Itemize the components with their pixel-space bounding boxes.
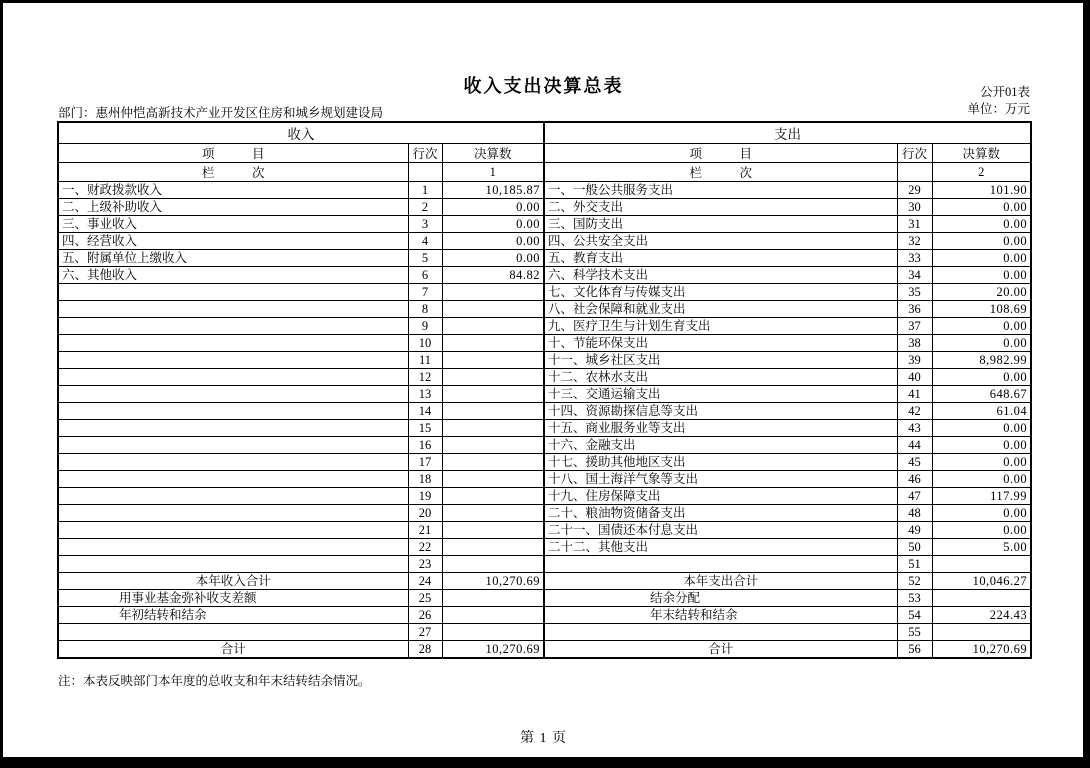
income-rownum-cell: 23 [408,556,442,573]
income-item-cell [58,403,408,420]
table-row [58,284,1031,301]
table-row [58,250,1031,267]
income-item-cell: 年初结转和结余 [58,607,408,624]
expense-rownum-cell: 49 [897,522,932,539]
expense-value-cell: 101.90 [932,182,1031,199]
expense-rownum-cell: 56 [897,641,932,659]
table-row [58,454,1031,471]
table-row [58,624,1031,641]
expense-item-cell: 十七、援助其他地区支出 [544,454,897,471]
income-value-cell: 0.00 [442,216,544,233]
expense-value-cell: 648.67 [932,386,1031,403]
expense-value-cell: 0.00 [932,369,1031,386]
income-rownum-cell: 9 [408,318,442,335]
expense-item-cell: 二十二、其他支出 [544,539,897,556]
table-row [58,386,1031,403]
income-rownum-cell: 22 [408,539,442,556]
expense-rownum-cell: 51 [897,556,932,573]
expense-value-cell: 224.43 [932,607,1031,624]
income-rownum-cell: 5 [408,250,442,267]
income-value-cell: 10,270.69 [442,641,544,659]
income-value-cell [442,471,544,488]
income-value-cell: 0.00 [442,233,544,250]
expense-item-cell: 十六、金融支出 [544,437,897,454]
expense-rownum-cell: 39 [897,352,932,369]
income-item-cell [58,556,408,573]
income-rownum-cell: 16 [408,437,442,454]
expense-rownum-cell: 36 [897,301,932,318]
income-rownum-cell: 6 [408,267,442,284]
expense-value-cell: 8,982.99 [932,352,1031,369]
expense-rownum-cell: 40 [897,369,932,386]
expense-item-cell: 结余分配 [544,590,897,607]
table-body [58,182,1031,659]
expense-rownum-cell: 47 [897,488,932,505]
income-value-cell: 10,270.69 [442,573,544,590]
income-rownum-cell: 8 [408,301,442,318]
income-value-cell [442,624,544,641]
expense-item-cell: 七、文化体育与传媒支出 [544,284,897,301]
unit-label: 单位：万元 [967,102,1030,116]
table-row [58,641,1031,659]
income-rownum-cell: 25 [408,590,442,607]
income-rownum-cell: 14 [408,403,442,420]
expense-value-cell: 0.00 [932,267,1031,284]
income-item-cell [58,284,408,301]
table-row [58,352,1031,369]
expense-item-cell: 四、公共安全支出 [544,233,897,250]
income-rownum-cell: 17 [408,454,442,471]
income-item-cell [58,437,408,454]
expense-rownum-cell: 55 [897,624,932,641]
income-value-cell [442,301,544,318]
income-value-cell [442,284,544,301]
income-value-cell [442,539,544,556]
income-rownum-cell: 7 [408,284,442,301]
expense-value-cell: 0.00 [932,335,1031,352]
expense-rownum-cell: 50 [897,539,932,556]
expense-rownum-cell: 54 [897,607,932,624]
income-rownum-cell: 28 [408,641,442,659]
expense-value-cell: 0.00 [932,437,1031,454]
expense-value-cell: 0.00 [932,505,1031,522]
expense-rownum-cell: 44 [897,437,932,454]
expense-rownum-cell: 29 [897,182,932,199]
expense-rownum-cell: 34 [897,267,932,284]
expense-item-cell: 十二、农林水支出 [544,369,897,386]
expense-rownum-cell: 30 [897,199,932,216]
income-item-cell: 一、财政拨款收入 [58,182,408,199]
expense-value-cell: 5.00 [932,539,1031,556]
income-item-cell [58,488,408,505]
table-row [58,488,1031,505]
expense-value-cell: 61.04 [932,403,1031,420]
income-value-cell [442,590,544,607]
expense-item-cell [544,624,897,641]
income-rownum-cell: 12 [408,369,442,386]
department-label: 部门：惠州仲恺高新技术产业开发区住房和城乡规划建设局 [58,106,384,120]
expense-value-cell: 10,046.27 [932,573,1031,590]
expense-value-cell: 0.00 [932,522,1031,539]
income-section-header: 收入 [58,122,544,144]
income-item-cell [58,624,408,641]
expense-rownum-cell: 48 [897,505,932,522]
expense-item-cell: 十四、资源勘探信息等支出 [544,403,897,420]
expense-value-cell: 0.00 [932,318,1031,335]
income-rownum-blank-cell [408,163,442,182]
page-title: 收入支出决算总表 [463,76,624,96]
income-rownum-cell: 18 [408,471,442,488]
document-page [3,3,1083,757]
expense-section-header: 支出 [544,122,1031,144]
table-row [58,522,1031,539]
expense-item-cell: 十八、国土海洋气象等支出 [544,471,897,488]
section-header-row [58,122,1031,144]
income-value-cell: 0.00 [442,199,544,216]
expense-value-cell: 117.99 [932,488,1031,505]
table-row [58,369,1031,386]
expense-item-cell: 一、一般公共服务支出 [544,182,897,199]
income-rownum-cell: 21 [408,522,442,539]
page-number: 第 1 页 [520,731,567,746]
table-row [58,301,1031,318]
expense-column-index: 2 [932,163,1031,182]
income-value-cell: 0.00 [442,250,544,267]
expense-rownum-blank-cell [897,163,932,182]
income-rownum-cell: 15 [408,420,442,437]
expense-item-cell: 二十一、国债还本付息支出 [544,522,897,539]
income-item-cell [58,454,408,471]
table-row [58,505,1031,522]
income-item-cell [58,369,408,386]
income-item-cell [58,420,408,437]
income-item-cell [58,318,408,335]
income-rownum-cell: 13 [408,386,442,403]
income-value-cell [442,318,544,335]
expense-rownum-cell: 37 [897,318,932,335]
expense-item-cell: 年末结转和结余 [544,607,897,624]
income-item-cell [58,352,408,369]
expense-value-cell: 0.00 [932,216,1031,233]
table-row [58,233,1031,250]
table-row [58,199,1031,216]
expense-item-cell: 合计 [544,641,897,659]
expense-item-cell: 十一、城乡社区支出 [544,352,897,369]
expense-rownum-cell: 31 [897,216,932,233]
expense-item-column-header: 项 目 [544,144,897,163]
income-item-cell [58,386,408,403]
income-value-cell [442,607,544,624]
expense-value-cell: 0.00 [932,454,1031,471]
expense-item-cell: 六、科学技术支出 [544,267,897,284]
expense-item-cell: 八、社会保障和就业支出 [544,301,897,318]
income-rownum-cell: 1 [408,182,442,199]
income-item-cell: 六、其他收入 [58,267,408,284]
expense-item-cell: 三、国防支出 [544,216,897,233]
income-value-cell [442,369,544,386]
table-row [58,216,1031,233]
expense-rownum-cell: 53 [897,590,932,607]
expense-value-cell [932,556,1031,573]
income-rownum-cell: 11 [408,352,442,369]
table-code: 公开01表 [979,85,1030,99]
expense-rownum-cell: 32 [897,233,932,250]
income-value-cell [442,505,544,522]
expense-value-cell [932,624,1031,641]
expense-rownum-cell: 46 [897,471,932,488]
income-item-cell [58,335,408,352]
income-value-cell [442,556,544,573]
income-value-cell [442,420,544,437]
income-value-cell [442,352,544,369]
expense-item-cell: 五、教育支出 [544,250,897,267]
expense-item-cell: 本年支出合计 [544,573,897,590]
income-rownum-cell: 2 [408,199,442,216]
table-row [58,573,1031,590]
expense-rownum-cell: 42 [897,403,932,420]
expense-value-cell: 0.00 [932,471,1031,488]
expense-rownum-cell: 52 [897,573,932,590]
expense-value-cell: 0.00 [932,420,1031,437]
expense-rownum-column-header: 行次 [897,144,932,163]
table-row [58,420,1031,437]
footnote: 注：本表反映部门本年度的总收支和年末结转结余情况。 [58,674,371,688]
income-value-cell: 84.82 [442,267,544,284]
expense-rownum-cell: 43 [897,420,932,437]
expense-amount-column-header: 决算数 [932,144,1031,163]
table-row [58,335,1031,352]
income-column-index: 1 [442,163,544,182]
expense-rownum-cell: 33 [897,250,932,267]
expense-item-cell: 二十、粮油物资储备支出 [544,505,897,522]
income-rownum-cell: 3 [408,216,442,233]
income-item-column-header: 项 目 [58,144,408,163]
column-index-row [58,163,1031,182]
expense-value-cell: 0.00 [932,233,1031,250]
table-row [58,471,1031,488]
income-rownum-cell: 26 [408,607,442,624]
expense-item-cell: 十五、商业服务业等支出 [544,420,897,437]
income-value-cell [442,454,544,471]
income-item-cell: 二、上级补助收入 [58,199,408,216]
expense-item-cell: 十、节能环保支出 [544,335,897,352]
income-column-index-label: 栏 次 [58,163,408,182]
income-value-cell [442,403,544,420]
expense-rownum-cell: 35 [897,284,932,301]
expense-column-index-label: 栏 次 [544,163,897,182]
income-rownum-cell: 27 [408,624,442,641]
income-item-cell [58,505,408,522]
table-row [58,590,1031,607]
expense-item-cell [544,556,897,573]
table-row [58,437,1031,454]
income-item-cell: 合计 [58,641,408,659]
expense-rownum-cell: 38 [897,335,932,352]
income-amount-column-header: 决算数 [442,144,544,163]
summary-table-wrapper [57,121,1032,659]
income-rownum-column-header: 行次 [408,144,442,163]
table-row [58,182,1031,199]
table-row [58,318,1031,335]
expense-rownum-cell: 41 [897,386,932,403]
income-item-cell: 四、经营收入 [58,233,408,250]
column-header-row [58,144,1031,163]
expense-value-cell: 10,270.69 [932,641,1031,659]
income-value-cell [442,437,544,454]
expense-item-cell: 九、医疗卫生与计划生育支出 [544,318,897,335]
table-row [58,403,1031,420]
income-item-cell: 用事业基金弥补收支差额 [58,590,408,607]
table-row [58,556,1031,573]
income-rownum-cell: 20 [408,505,442,522]
table-row [58,607,1031,624]
expense-value-cell: 108.69 [932,301,1031,318]
income-item-cell: 三、事业收入 [58,216,408,233]
income-value-cell: 10,185.87 [442,182,544,199]
expense-value-cell: 0.00 [932,250,1031,267]
expense-rownum-cell: 45 [897,454,932,471]
income-value-cell [442,386,544,403]
income-rownum-cell: 24 [408,573,442,590]
income-value-cell [442,522,544,539]
income-item-cell: 本年收入合计 [58,573,408,590]
income-item-cell: 五、附属单位上缴收入 [58,250,408,267]
income-rownum-cell: 4 [408,233,442,250]
expense-item-cell: 十三、交通运输支出 [544,386,897,403]
table-row [58,539,1031,556]
expense-item-cell: 二、外交支出 [544,199,897,216]
income-value-cell [442,488,544,505]
income-value-cell [442,335,544,352]
income-item-cell [58,471,408,488]
expense-item-cell: 十九、住房保障支出 [544,488,897,505]
summary-table [57,121,1032,659]
income-rownum-cell: 19 [408,488,442,505]
expense-value-cell: 0.00 [932,199,1031,216]
expense-value-cell [932,590,1031,607]
income-rownum-cell: 10 [408,335,442,352]
table-row [58,267,1031,284]
income-item-cell [58,539,408,556]
income-item-cell [58,301,408,318]
income-item-cell [58,522,408,539]
expense-value-cell: 20.00 [932,284,1031,301]
